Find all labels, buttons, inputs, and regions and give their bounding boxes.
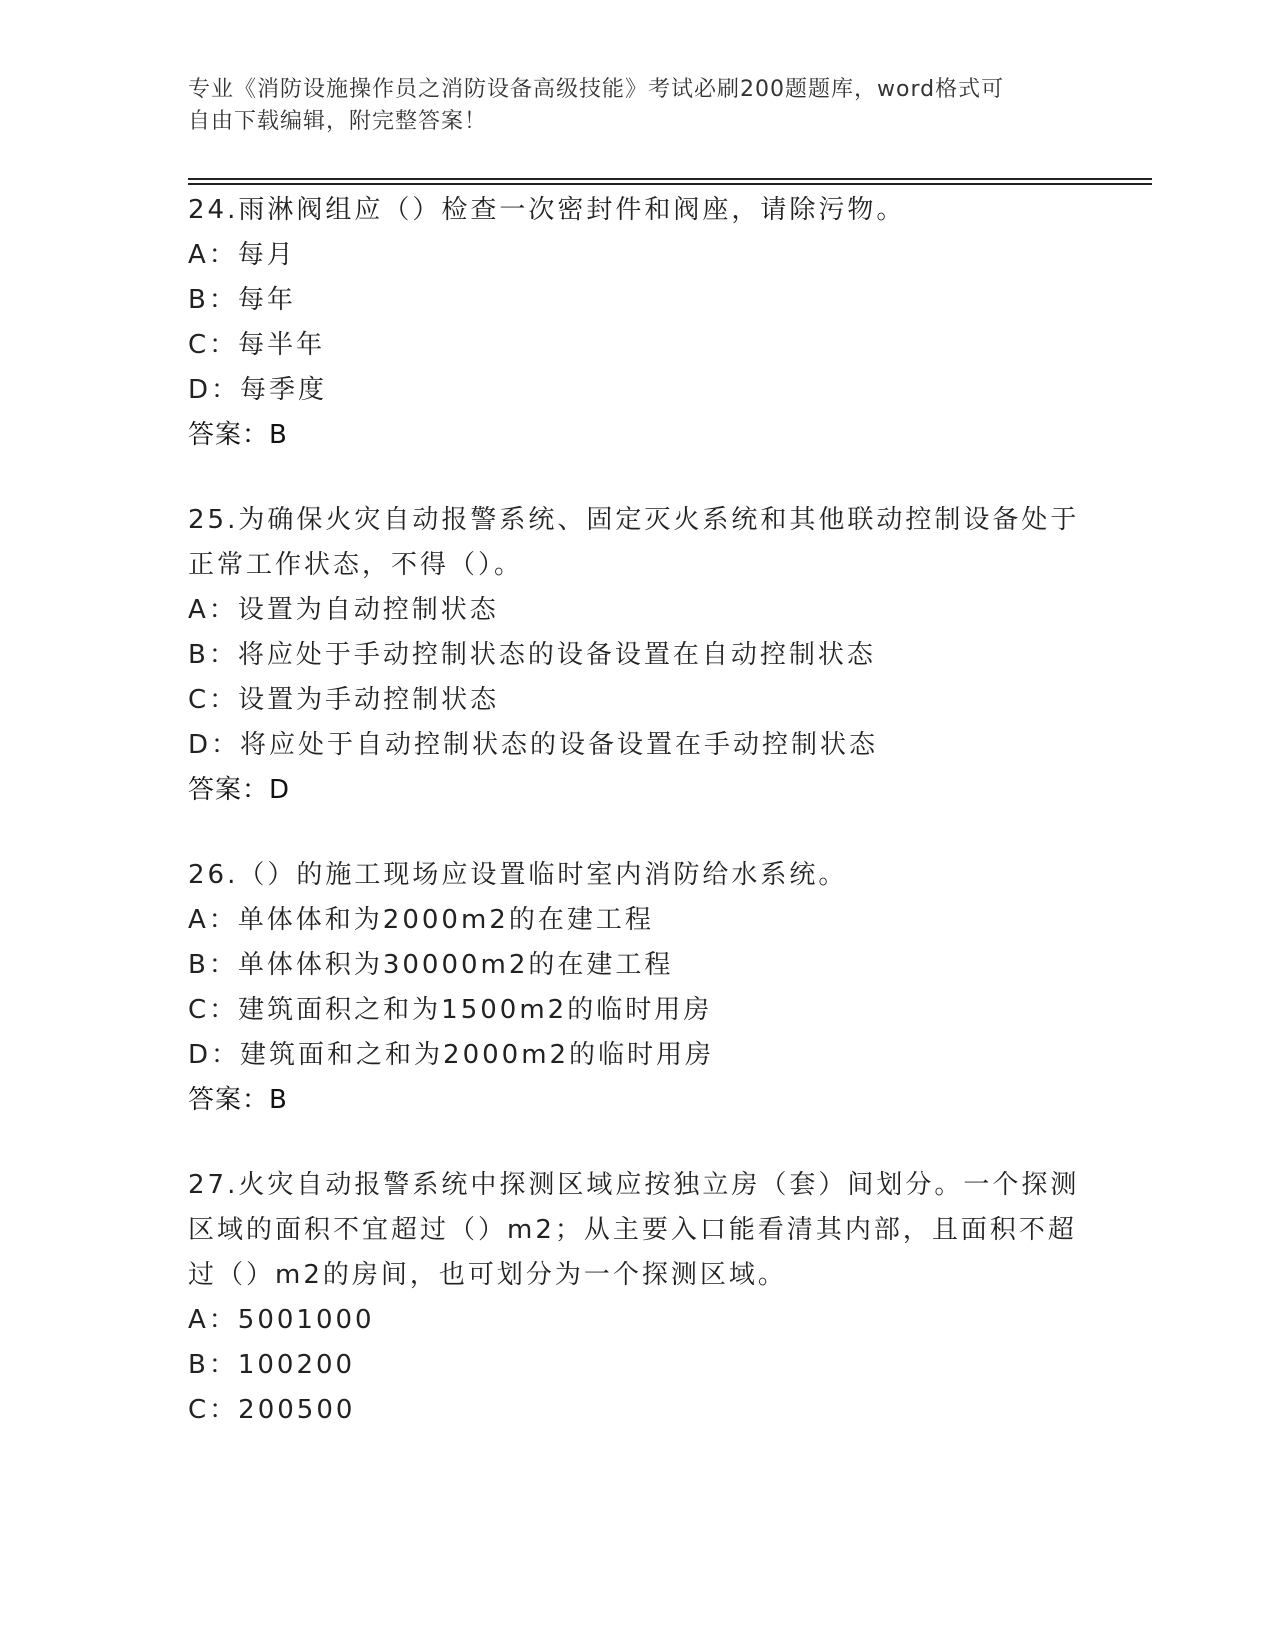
question-stem-continued: 区域的面积不宜超过（）m2；从主要入口能看清其内部，且面积不超 bbox=[188, 1215, 1077, 1245]
question-stem-continued: 正常工作状态，不得（）。 bbox=[188, 550, 524, 580]
option-a: A：单体体和为2000m2的在建工程 bbox=[188, 905, 654, 935]
option-d: D：建筑面和之和为2000m2的临时用房 bbox=[188, 1040, 715, 1070]
option-c: C：建筑面积之和为1500m2的临时用房 bbox=[188, 995, 713, 1025]
option-b: B：将应处于手动控制状态的设备设置在自动控制状态 bbox=[188, 640, 876, 670]
question-26 bbox=[188, 853, 1088, 1123]
answer: 答案：D bbox=[188, 775, 291, 805]
question-stem: 27.火灾自动报警系统中探测区域应按独立房（套）间划分。一个探测 bbox=[188, 1170, 1080, 1200]
question-24 bbox=[188, 188, 1088, 458]
question-list bbox=[188, 188, 1088, 1473]
option-d: D：每季度 bbox=[188, 375, 328, 405]
header-line-1: 专业《消防设施操作员之消防设备高级技能》考试必刷200题题库，word格式可 bbox=[188, 77, 1005, 102]
header-rule-bottom bbox=[188, 183, 1152, 185]
answer: 答案：B bbox=[188, 1085, 288, 1115]
header-rule-top bbox=[188, 178, 1152, 180]
option-a: A：每月 bbox=[188, 240, 296, 270]
question-stem: 26.（）的施工现场应设置临时室内消防给水系统。 bbox=[188, 860, 848, 890]
answer: 答案：B bbox=[188, 420, 288, 450]
question-27 bbox=[188, 1163, 1088, 1433]
option-a: A：5001000 bbox=[188, 1305, 375, 1335]
option-d: D：将应处于自动控制状态的设备设置在手动控制状态 bbox=[188, 730, 879, 760]
header-line-2: 自由下载编辑，附完整答案！ bbox=[188, 109, 488, 134]
question-stem: 25.为确保火灾自动报警系统、固定灭火系统和其他联动控制设备处于 bbox=[188, 505, 1080, 535]
option-c: C：200500 bbox=[188, 1395, 356, 1425]
document-header bbox=[188, 74, 1088, 138]
option-a: A：设置为自动控制状态 bbox=[188, 595, 499, 625]
option-b: B：100200 bbox=[188, 1350, 356, 1380]
question-25 bbox=[188, 498, 1088, 813]
question-stem-continued: 过（）m2的房间，也可划分为一个探测区域。 bbox=[188, 1260, 787, 1290]
option-b: B：每年 bbox=[188, 285, 296, 315]
option-c: C：设置为手动控制状态 bbox=[188, 685, 500, 715]
option-c: C：每半年 bbox=[188, 330, 326, 360]
question-stem: 24.雨淋阀组应（）检查一次密封件和阀座，请除污物。 bbox=[188, 195, 906, 225]
option-b: B：单体体积为30000m2的在建工程 bbox=[188, 950, 674, 980]
